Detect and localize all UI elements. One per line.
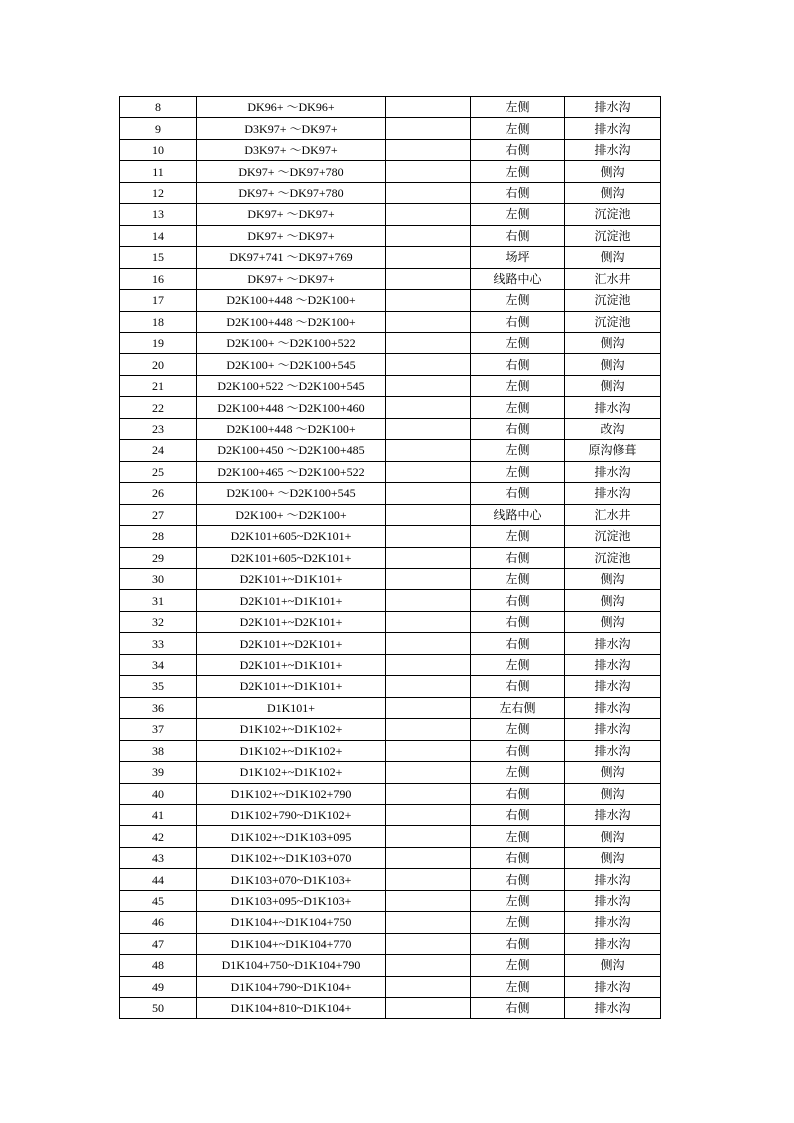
structure-type-cell: 排水沟 bbox=[565, 976, 661, 997]
table-row bbox=[120, 332, 661, 353]
table-row bbox=[120, 139, 661, 160]
table-row bbox=[120, 611, 661, 632]
empty-cell bbox=[386, 440, 471, 461]
mileage-range-cell: D3K97+ ～DK97+ bbox=[197, 139, 386, 160]
side-cell: 左侧 bbox=[471, 890, 565, 911]
structure-type-cell: 侧沟 bbox=[565, 182, 661, 203]
table-row bbox=[120, 290, 661, 311]
table-row bbox=[120, 204, 661, 225]
table-row bbox=[120, 933, 661, 954]
row-number-cell: 50 bbox=[120, 998, 197, 1019]
table-row bbox=[120, 676, 661, 697]
side-cell: 左侧 bbox=[471, 161, 565, 182]
empty-cell bbox=[386, 418, 471, 439]
structure-type-cell: 排水沟 bbox=[565, 998, 661, 1019]
row-number-cell: 41 bbox=[120, 804, 197, 825]
mileage-range-cell: D1K102+790~D1K102+ bbox=[197, 804, 386, 825]
side-cell: 右侧 bbox=[471, 139, 565, 160]
table-row bbox=[120, 418, 661, 439]
empty-cell bbox=[386, 611, 471, 632]
table-row bbox=[120, 783, 661, 804]
mileage-range-cell: D1K102+~D1K102+ bbox=[197, 762, 386, 783]
row-number-cell: 32 bbox=[120, 611, 197, 632]
mileage-range-cell: D2K100+450 ～D2K100+485 bbox=[197, 440, 386, 461]
row-number-cell: 37 bbox=[120, 719, 197, 740]
side-cell: 左侧 bbox=[471, 97, 565, 118]
table-row bbox=[120, 268, 661, 289]
structure-type-cell: 排水沟 bbox=[565, 118, 661, 139]
empty-cell bbox=[386, 740, 471, 761]
empty-cell bbox=[386, 332, 471, 353]
mileage-range-cell: D2K100+ ～D2K100+522 bbox=[197, 332, 386, 353]
row-number-cell: 8 bbox=[120, 97, 197, 118]
row-number-cell: 27 bbox=[120, 504, 197, 525]
structure-type-cell: 侧沟 bbox=[565, 955, 661, 976]
structure-type-cell: 侧沟 bbox=[565, 783, 661, 804]
side-cell: 左侧 bbox=[471, 826, 565, 847]
row-number-cell: 9 bbox=[120, 118, 197, 139]
empty-cell bbox=[386, 547, 471, 568]
structure-type-cell: 侧沟 bbox=[565, 375, 661, 396]
mileage-range-cell: D3K97+ ～DK97+ bbox=[197, 118, 386, 139]
side-cell: 右侧 bbox=[471, 933, 565, 954]
side-cell: 右侧 bbox=[471, 804, 565, 825]
side-cell: 右侧 bbox=[471, 547, 565, 568]
structure-type-cell: 排水沟 bbox=[565, 461, 661, 482]
empty-cell bbox=[386, 139, 471, 160]
table-row bbox=[120, 397, 661, 418]
row-number-cell: 47 bbox=[120, 933, 197, 954]
empty-cell bbox=[386, 483, 471, 504]
table-row bbox=[120, 483, 661, 504]
side-cell: 右侧 bbox=[471, 182, 565, 203]
side-cell: 左侧 bbox=[471, 762, 565, 783]
table-row bbox=[120, 998, 661, 1019]
empty-cell bbox=[386, 912, 471, 933]
structure-type-cell: 排水沟 bbox=[565, 912, 661, 933]
structure-type-cell: 侧沟 bbox=[565, 161, 661, 182]
mileage-range-cell: D2K100+ ～D2K100+ bbox=[197, 504, 386, 525]
table-row bbox=[120, 375, 661, 396]
structure-type-cell: 侧沟 bbox=[565, 354, 661, 375]
side-cell: 左右侧 bbox=[471, 697, 565, 718]
empty-cell bbox=[386, 225, 471, 246]
side-cell: 右侧 bbox=[471, 869, 565, 890]
side-cell: 右侧 bbox=[471, 418, 565, 439]
table-row bbox=[120, 826, 661, 847]
empty-cell bbox=[386, 182, 471, 203]
side-cell: 右侧 bbox=[471, 611, 565, 632]
row-number-cell: 43 bbox=[120, 847, 197, 868]
mileage-range-cell: D1K103+095~D1K103+ bbox=[197, 890, 386, 911]
mileage-range-cell: D2K101+~D2K101+ bbox=[197, 633, 386, 654]
mileage-range-cell: D2K101+605~D2K101+ bbox=[197, 526, 386, 547]
empty-cell bbox=[386, 998, 471, 1019]
side-cell: 右侧 bbox=[471, 354, 565, 375]
empty-cell bbox=[386, 762, 471, 783]
empty-cell bbox=[386, 375, 471, 396]
table-row bbox=[120, 804, 661, 825]
table-row bbox=[120, 311, 661, 332]
row-number-cell: 12 bbox=[120, 182, 197, 203]
row-number-cell: 34 bbox=[120, 654, 197, 675]
empty-cell bbox=[386, 869, 471, 890]
side-cell: 左侧 bbox=[471, 204, 565, 225]
row-number-cell: 29 bbox=[120, 547, 197, 568]
structure-type-cell: 侧沟 bbox=[565, 847, 661, 868]
empty-cell bbox=[386, 290, 471, 311]
mileage-range-cell: D2K101+605~D2K101+ bbox=[197, 547, 386, 568]
side-cell: 左侧 bbox=[471, 461, 565, 482]
empty-cell bbox=[386, 504, 471, 525]
table-row bbox=[120, 719, 661, 740]
side-cell: 左侧 bbox=[471, 397, 565, 418]
table-row bbox=[120, 440, 661, 461]
mileage-range-cell: D1K102+~D1K102+ bbox=[197, 719, 386, 740]
empty-cell bbox=[386, 654, 471, 675]
mileage-range-cell: D2K101+~D2K101+ bbox=[197, 611, 386, 632]
structure-type-cell: 侧沟 bbox=[565, 762, 661, 783]
mileage-range-cell: D1K104+790~D1K104+ bbox=[197, 976, 386, 997]
table-row bbox=[120, 547, 661, 568]
table-row bbox=[120, 869, 661, 890]
table-row bbox=[120, 890, 661, 911]
mileage-range-cell: D1K103+070~D1K103+ bbox=[197, 869, 386, 890]
structure-type-cell: 侧沟 bbox=[565, 332, 661, 353]
structure-type-cell: 排水沟 bbox=[565, 139, 661, 160]
structure-type-cell: 排水沟 bbox=[565, 740, 661, 761]
empty-cell bbox=[386, 826, 471, 847]
mileage-range-cell: D2K101+~D1K101+ bbox=[197, 568, 386, 589]
mileage-range-cell: DK97+ ～DK97+ bbox=[197, 225, 386, 246]
mileage-range-cell: D1K101+ bbox=[197, 697, 386, 718]
structure-type-cell: 沉淀池 bbox=[565, 547, 661, 568]
side-cell: 左侧 bbox=[471, 568, 565, 589]
table-row bbox=[120, 976, 661, 997]
empty-cell bbox=[386, 247, 471, 268]
row-number-cell: 20 bbox=[120, 354, 197, 375]
table-row bbox=[120, 225, 661, 246]
mileage-range-cell: D2K100+465 ～D2K100+522 bbox=[197, 461, 386, 482]
mileage-range-cell: D2K100+448 ～D2K100+ bbox=[197, 418, 386, 439]
side-cell: 线路中心 bbox=[471, 268, 565, 289]
side-cell: 左侧 bbox=[471, 654, 565, 675]
table-row bbox=[120, 654, 661, 675]
empty-cell bbox=[386, 397, 471, 418]
table-row bbox=[120, 697, 661, 718]
structure-type-cell: 侧沟 bbox=[565, 568, 661, 589]
row-number-cell: 39 bbox=[120, 762, 197, 783]
row-number-cell: 18 bbox=[120, 311, 197, 332]
row-number-cell: 42 bbox=[120, 826, 197, 847]
row-number-cell: 45 bbox=[120, 890, 197, 911]
side-cell: 左侧 bbox=[471, 332, 565, 353]
empty-cell bbox=[386, 933, 471, 954]
empty-cell bbox=[386, 955, 471, 976]
mileage-range-cell: D2K100+448 ～D2K100+460 bbox=[197, 397, 386, 418]
empty-cell bbox=[386, 161, 471, 182]
mileage-range-cell: D1K102+~D1K102+790 bbox=[197, 783, 386, 804]
row-number-cell: 35 bbox=[120, 676, 197, 697]
mileage-range-cell: D2K100+448 ～D2K100+ bbox=[197, 290, 386, 311]
side-cell: 左侧 bbox=[471, 526, 565, 547]
structure-type-cell: 沉淀池 bbox=[565, 526, 661, 547]
empty-cell bbox=[386, 976, 471, 997]
table-row bbox=[120, 161, 661, 182]
row-number-cell: 16 bbox=[120, 268, 197, 289]
structure-type-cell: 沉淀池 bbox=[565, 225, 661, 246]
table-row bbox=[120, 354, 661, 375]
row-number-cell: 23 bbox=[120, 418, 197, 439]
table-row bbox=[120, 568, 661, 589]
row-number-cell: 40 bbox=[120, 783, 197, 804]
side-cell: 右侧 bbox=[471, 225, 565, 246]
table-row bbox=[120, 247, 661, 268]
mileage-range-cell: D1K104+~D1K104+750 bbox=[197, 912, 386, 933]
row-number-cell: 30 bbox=[120, 568, 197, 589]
row-number-cell: 22 bbox=[120, 397, 197, 418]
structure-type-cell: 原沟修葺 bbox=[565, 440, 661, 461]
row-number-cell: 49 bbox=[120, 976, 197, 997]
mileage-range-cell: D1K104+750~D1K104+790 bbox=[197, 955, 386, 976]
structure-type-cell: 排水沟 bbox=[565, 890, 661, 911]
empty-cell bbox=[386, 783, 471, 804]
empty-cell bbox=[386, 697, 471, 718]
table-row bbox=[120, 504, 661, 525]
row-number-cell: 21 bbox=[120, 375, 197, 396]
table-row bbox=[120, 118, 661, 139]
row-number-cell: 13 bbox=[120, 204, 197, 225]
empty-cell bbox=[386, 719, 471, 740]
empty-cell bbox=[386, 890, 471, 911]
structure-type-cell: 排水沟 bbox=[565, 483, 661, 504]
empty-cell bbox=[386, 354, 471, 375]
structure-type-cell: 侧沟 bbox=[565, 590, 661, 611]
structure-type-cell: 侧沟 bbox=[565, 826, 661, 847]
row-number-cell: 26 bbox=[120, 483, 197, 504]
side-cell: 左侧 bbox=[471, 976, 565, 997]
structure-type-cell: 侧沟 bbox=[565, 611, 661, 632]
empty-cell bbox=[386, 461, 471, 482]
side-cell: 右侧 bbox=[471, 783, 565, 804]
row-number-cell: 15 bbox=[120, 247, 197, 268]
row-number-cell: 31 bbox=[120, 590, 197, 611]
structure-type-cell: 改沟 bbox=[565, 418, 661, 439]
empty-cell bbox=[386, 847, 471, 868]
row-number-cell: 46 bbox=[120, 912, 197, 933]
side-cell: 线路中心 bbox=[471, 504, 565, 525]
row-number-cell: 48 bbox=[120, 955, 197, 976]
empty-cell bbox=[386, 268, 471, 289]
mileage-range-cell: DK97+ ～DK97+ bbox=[197, 204, 386, 225]
mileage-range-cell: D2K100+ ～D2K100+545 bbox=[197, 483, 386, 504]
mileage-range-cell: D1K104+810~D1K104+ bbox=[197, 998, 386, 1019]
row-number-cell: 38 bbox=[120, 740, 197, 761]
structure-type-cell: 排水沟 bbox=[565, 654, 661, 675]
side-cell: 左侧 bbox=[471, 912, 565, 933]
structure-type-cell: 排水沟 bbox=[565, 697, 661, 718]
structure-type-cell: 排水沟 bbox=[565, 633, 661, 654]
row-number-cell: 19 bbox=[120, 332, 197, 353]
empty-cell bbox=[386, 118, 471, 139]
empty-cell bbox=[386, 676, 471, 697]
structure-type-cell: 汇水井 bbox=[565, 504, 661, 525]
empty-cell bbox=[386, 97, 471, 118]
side-cell: 右侧 bbox=[471, 311, 565, 332]
structure-type-cell: 排水沟 bbox=[565, 97, 661, 118]
side-cell: 右侧 bbox=[471, 633, 565, 654]
row-number-cell: 44 bbox=[120, 869, 197, 890]
side-cell: 右侧 bbox=[471, 847, 565, 868]
row-number-cell: 25 bbox=[120, 461, 197, 482]
mileage-range-cell: D1K102+~D1K103+095 bbox=[197, 826, 386, 847]
drainage-table bbox=[119, 96, 661, 1019]
table-row bbox=[120, 182, 661, 203]
side-cell: 左侧 bbox=[471, 118, 565, 139]
side-cell: 场坪 bbox=[471, 247, 565, 268]
row-number-cell: 33 bbox=[120, 633, 197, 654]
side-cell: 右侧 bbox=[471, 483, 565, 504]
mileage-range-cell: D1K104+~D1K104+770 bbox=[197, 933, 386, 954]
structure-type-cell: 侧沟 bbox=[565, 247, 661, 268]
empty-cell bbox=[386, 311, 471, 332]
structure-type-cell: 排水沟 bbox=[565, 719, 661, 740]
structure-type-cell: 排水沟 bbox=[565, 804, 661, 825]
structure-type-cell: 排水沟 bbox=[565, 869, 661, 890]
mileage-range-cell: D1K102+~D1K103+070 bbox=[197, 847, 386, 868]
table-row bbox=[120, 740, 661, 761]
structure-type-cell: 排水沟 bbox=[565, 397, 661, 418]
table-row bbox=[120, 912, 661, 933]
mileage-range-cell: DK97+ ～DK97+780 bbox=[197, 161, 386, 182]
table-row bbox=[120, 762, 661, 783]
empty-cell bbox=[386, 526, 471, 547]
row-number-cell: 36 bbox=[120, 697, 197, 718]
table-row bbox=[120, 955, 661, 976]
side-cell: 右侧 bbox=[471, 676, 565, 697]
table-row bbox=[120, 461, 661, 482]
row-number-cell: 14 bbox=[120, 225, 197, 246]
mileage-range-cell: D2K101+~D1K101+ bbox=[197, 676, 386, 697]
side-cell: 左侧 bbox=[471, 719, 565, 740]
table-row bbox=[120, 633, 661, 654]
structure-type-cell: 排水沟 bbox=[565, 676, 661, 697]
table-row bbox=[120, 590, 661, 611]
mileage-range-cell: DK97+741 ～DK97+769 bbox=[197, 247, 386, 268]
table-body bbox=[120, 97, 661, 1019]
table-row bbox=[120, 97, 661, 118]
side-cell: 左侧 bbox=[471, 440, 565, 461]
side-cell: 右侧 bbox=[471, 740, 565, 761]
mileage-range-cell: D2K100+ ～D2K100+545 bbox=[197, 354, 386, 375]
mileage-range-cell: DK96+ ～DK96+ bbox=[197, 97, 386, 118]
mileage-range-cell: D2K100+522 ～D2K100+545 bbox=[197, 375, 386, 396]
side-cell: 右侧 bbox=[471, 998, 565, 1019]
empty-cell bbox=[386, 204, 471, 225]
structure-type-cell: 汇水井 bbox=[565, 268, 661, 289]
row-number-cell: 17 bbox=[120, 290, 197, 311]
empty-cell bbox=[386, 633, 471, 654]
side-cell: 左侧 bbox=[471, 375, 565, 396]
mileage-range-cell: D1K102+~D1K102+ bbox=[197, 740, 386, 761]
empty-cell bbox=[386, 590, 471, 611]
row-number-cell: 28 bbox=[120, 526, 197, 547]
table-row bbox=[120, 526, 661, 547]
table-row bbox=[120, 847, 661, 868]
mileage-range-cell: DK97+ ～DK97+ bbox=[197, 268, 386, 289]
empty-cell bbox=[386, 804, 471, 825]
mileage-range-cell: D2K101+~D1K101+ bbox=[197, 654, 386, 675]
mileage-range-cell: D2K101+~D1K101+ bbox=[197, 590, 386, 611]
side-cell: 右侧 bbox=[471, 590, 565, 611]
structure-type-cell: 沉淀池 bbox=[565, 204, 661, 225]
empty-cell bbox=[386, 568, 471, 589]
structure-type-cell: 沉淀池 bbox=[565, 311, 661, 332]
mileage-range-cell: D2K100+448 ～D2K100+ bbox=[197, 311, 386, 332]
row-number-cell: 11 bbox=[120, 161, 197, 182]
mileage-range-cell: DK97+ ～DK97+780 bbox=[197, 182, 386, 203]
structure-type-cell: 排水沟 bbox=[565, 933, 661, 954]
side-cell: 左侧 bbox=[471, 955, 565, 976]
row-number-cell: 24 bbox=[120, 440, 197, 461]
row-number-cell: 10 bbox=[120, 139, 197, 160]
side-cell: 左侧 bbox=[471, 290, 565, 311]
structure-type-cell: 沉淀池 bbox=[565, 290, 661, 311]
